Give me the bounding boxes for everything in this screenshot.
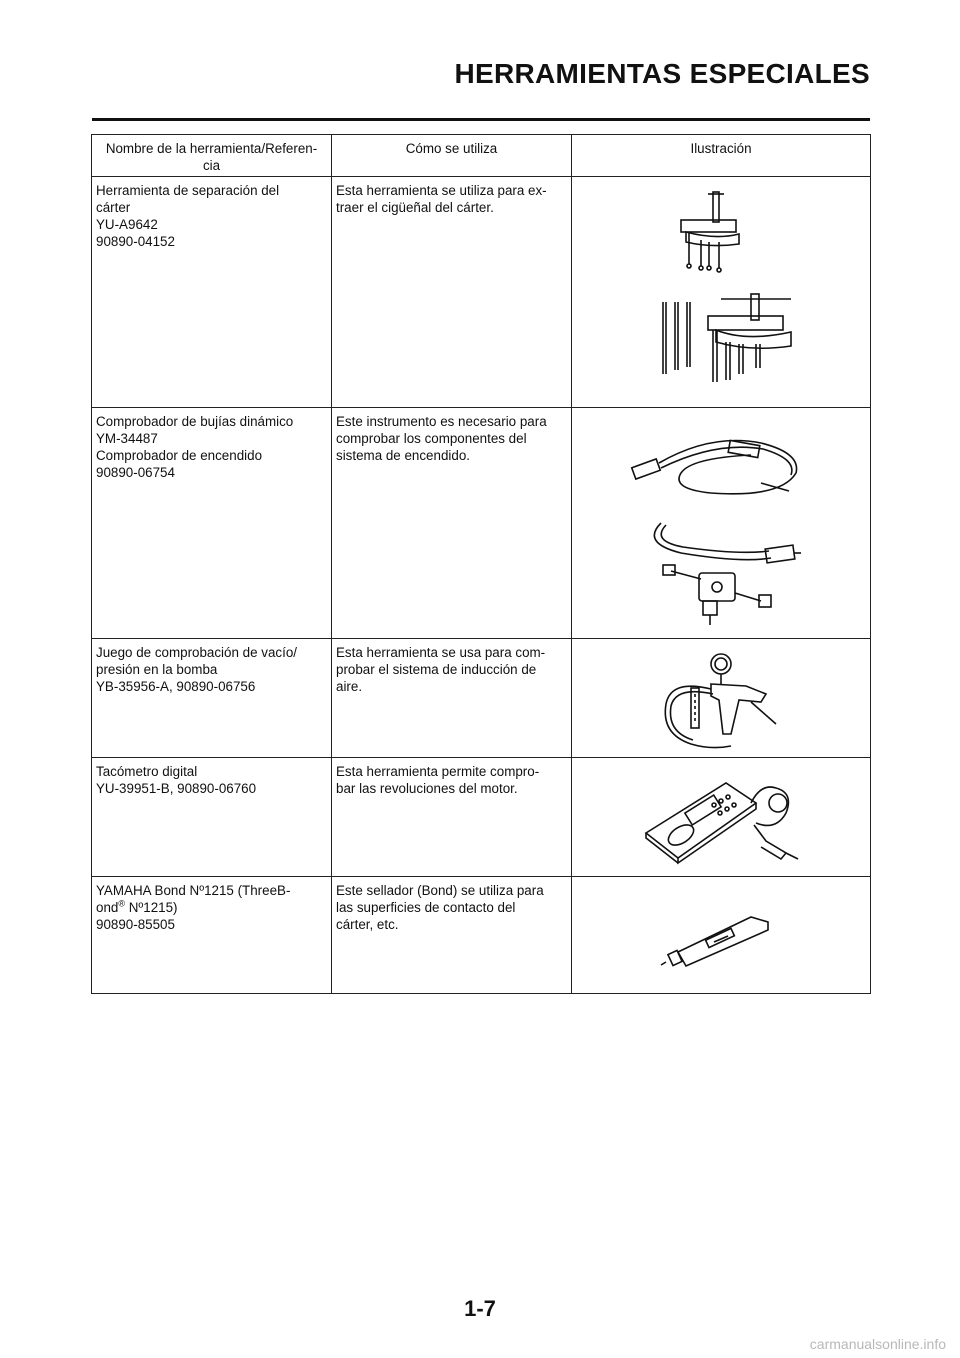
ignition-checker-illustration bbox=[621, 413, 821, 633]
tool-usage-cell: Este instrumento es necesario para comprobar los componentes del sistema de encendido. bbox=[332, 408, 572, 639]
tool-usage-cell: Este sellador (Bond) se utiliza para las superficies de contacto del cárter, etc. bbox=[332, 877, 572, 994]
table-header-row bbox=[92, 135, 871, 177]
tool-usage-cell: Esta herramienta se utiliza para ex- traer el cigüeñal del cárter. bbox=[332, 177, 572, 408]
tool-illustration-cell bbox=[572, 758, 871, 877]
vacuum-pump-illustration bbox=[651, 644, 791, 754]
table-row bbox=[92, 877, 871, 994]
tool-name-cell: Herramienta de separación del cárter YU-A9642 90890-04152 bbox=[92, 177, 332, 408]
title-divider bbox=[92, 118, 870, 121]
special-tools-table bbox=[91, 134, 871, 994]
tool-name-cell: YAMAHA Bond Nº1215 (ThreeB- ond® Nº1215) 90890-85505 bbox=[92, 877, 332, 994]
table-row bbox=[92, 639, 871, 758]
digital-tachometer-illustration bbox=[636, 763, 806, 873]
tool-name-cell: Comprobador de bujías dinámico YM-34487 Comprobador de encendido 90890-06754 bbox=[92, 408, 332, 639]
tool-illustration-cell bbox=[572, 877, 871, 994]
tool-usage-cell: Esta herramienta permite compro- bar las revoluciones del motor. bbox=[332, 758, 572, 877]
header-illustration: Ilustración bbox=[572, 135, 871, 177]
header-tool-name: Nombre de la herramienta/Referen- cia bbox=[92, 135, 332, 177]
tool-illustration-cell bbox=[572, 177, 871, 408]
table-row bbox=[92, 758, 871, 877]
header-usage: Cómo se utiliza bbox=[332, 135, 572, 177]
page-title: HERRAMIENTAS ESPECIALES bbox=[454, 58, 870, 89]
watermark: carmanualsonline.info bbox=[809, 1336, 946, 1352]
page-number: 1-7 bbox=[464, 1296, 496, 1321]
table-row bbox=[92, 408, 871, 639]
table-row bbox=[92, 177, 871, 408]
crankcase-separator-illustration bbox=[621, 182, 821, 402]
tool-illustration-cell bbox=[572, 408, 871, 639]
tool-usage-cell: Esta herramienta se usa para com- probar el sistema de inducción de aire. bbox=[332, 639, 572, 758]
sealant-tube-illustration bbox=[656, 882, 786, 982]
tool-name-cell: Tacómetro digital YU-39951-B, 90890-06760 bbox=[92, 758, 332, 877]
tool-name-cell: Juego de comprobación de vacío/ presión en la bomba YB-35956-A, 90890-06756 bbox=[92, 639, 332, 758]
tool-illustration-cell bbox=[572, 639, 871, 758]
